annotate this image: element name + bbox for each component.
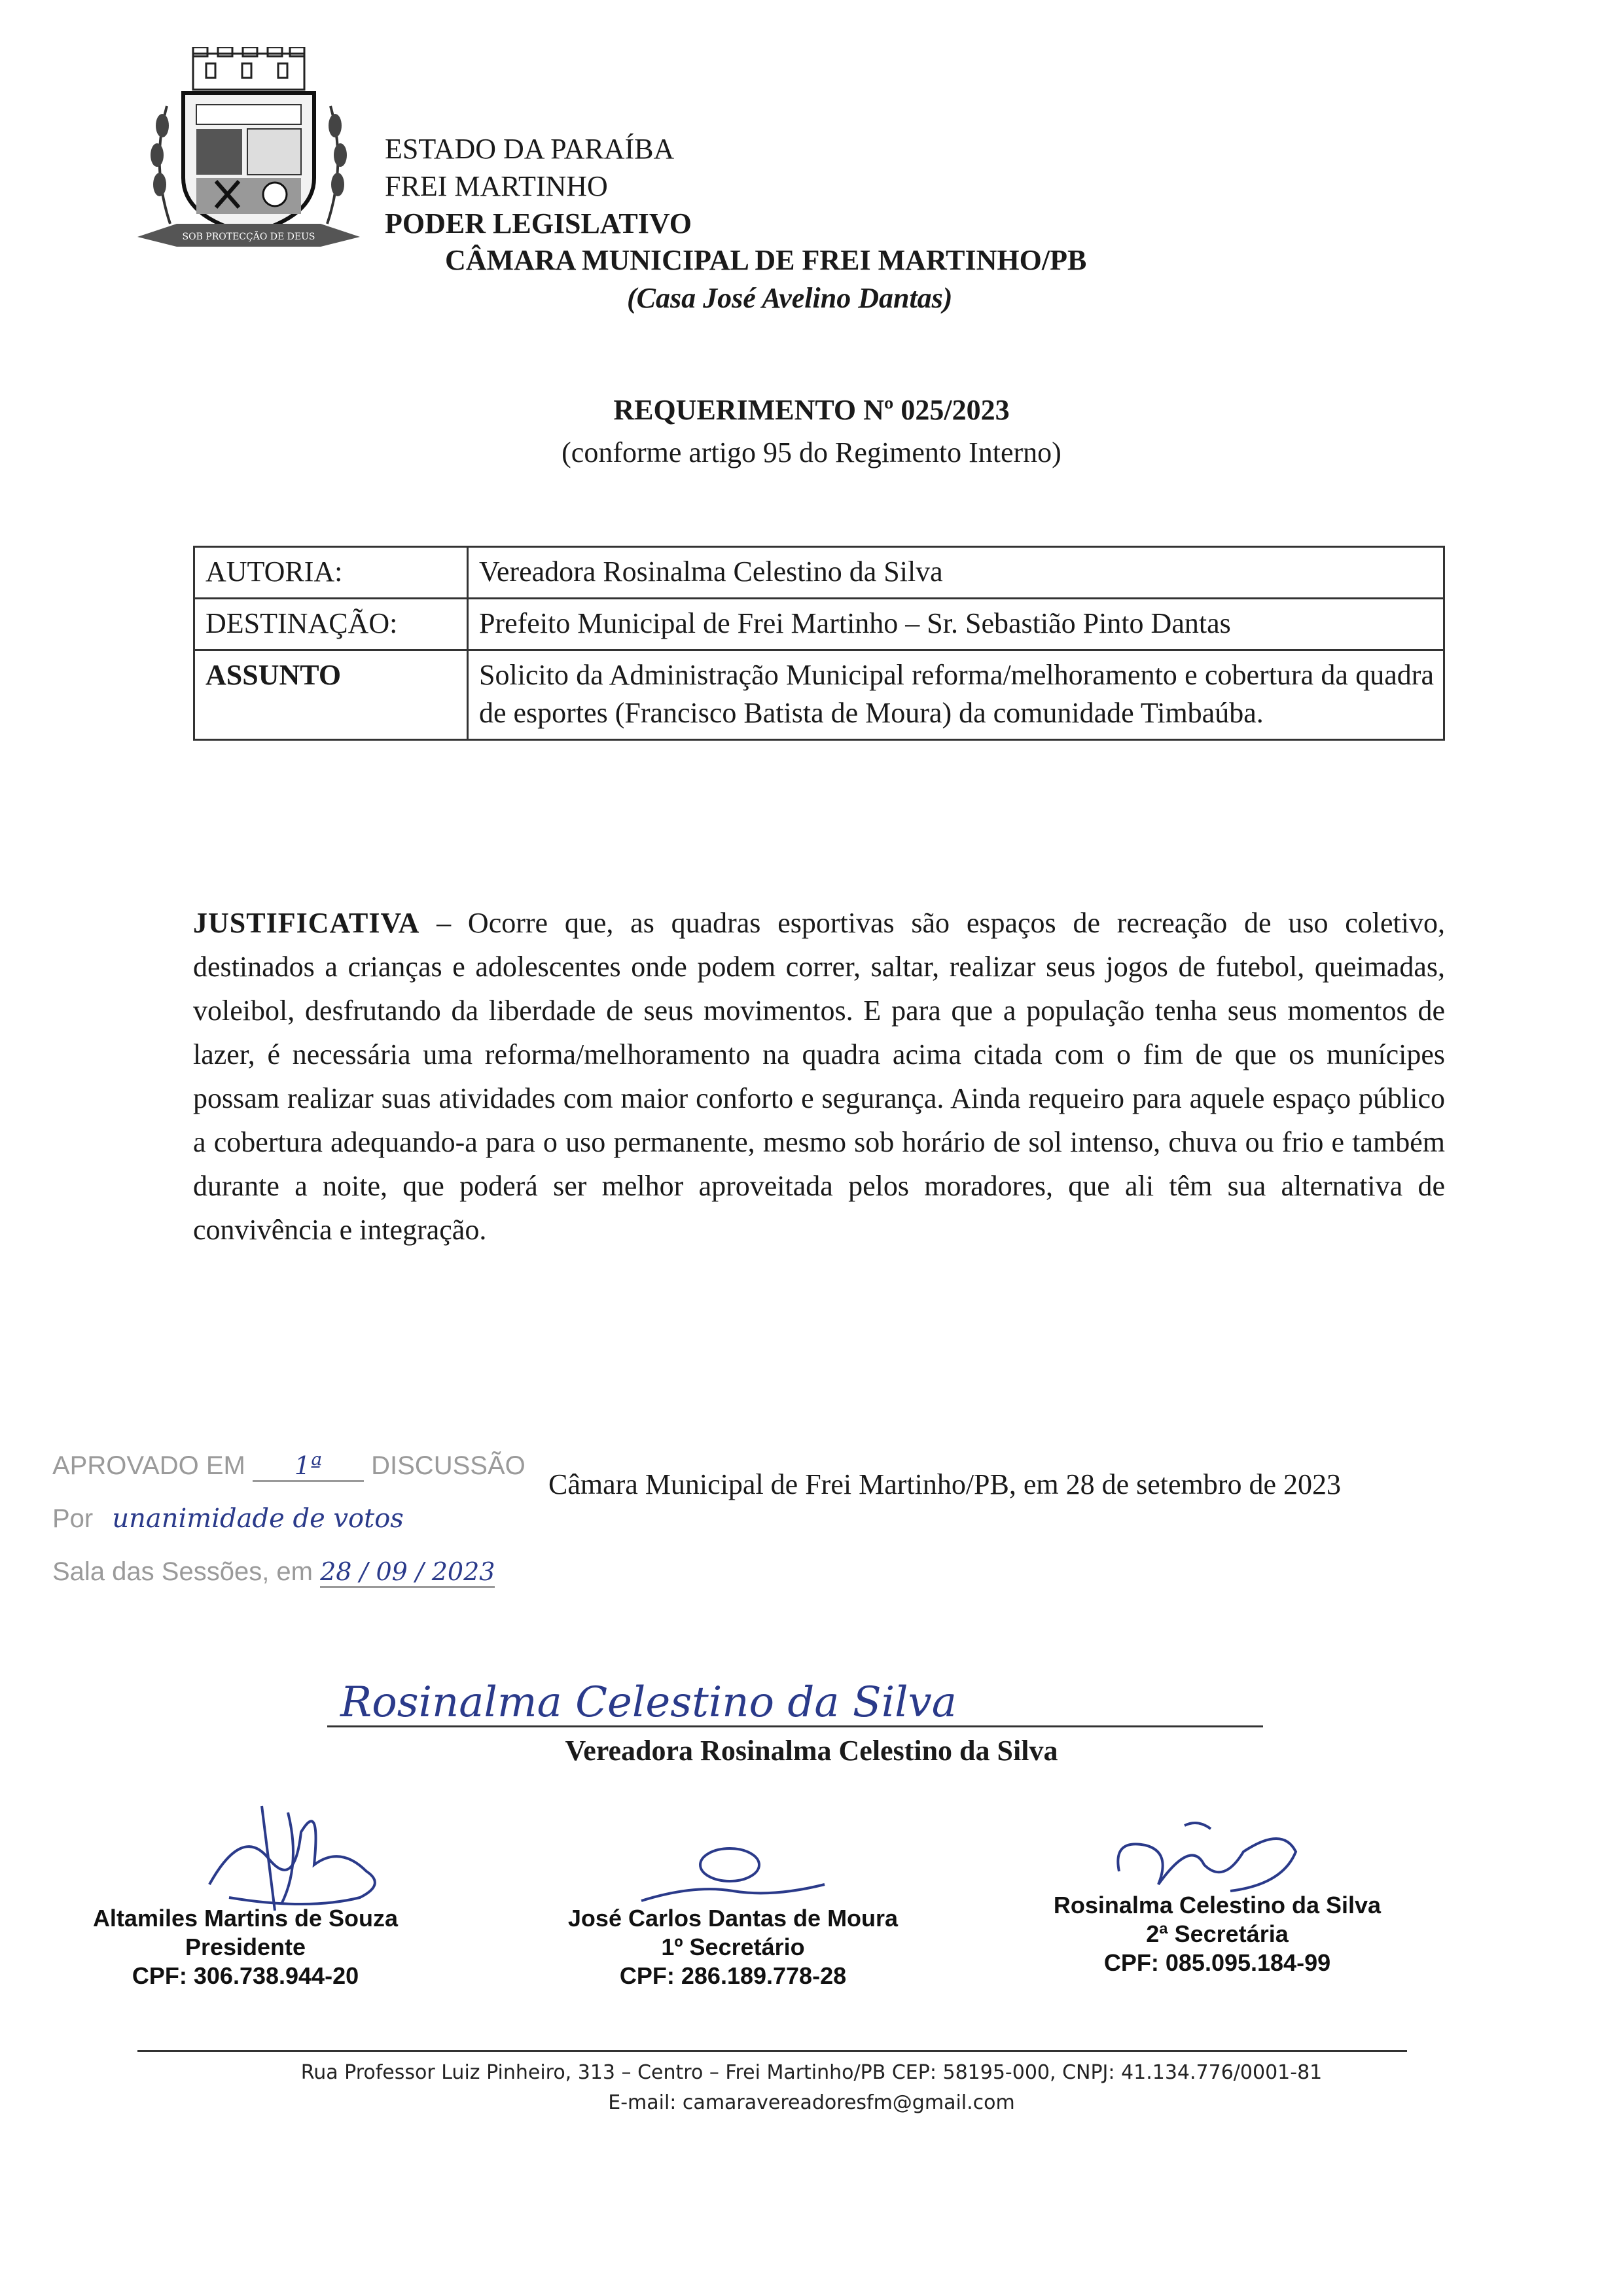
header-municipality: FREI MARTINHO <box>385 170 608 202</box>
stamp-approved-prefix: APROVADO EM <box>52 1451 245 1480</box>
stamp-by-prefix: Por <box>52 1504 94 1533</box>
table-row <box>194 547 1444 599</box>
place-date: Câmara Municipal de Frei Martinho/PB, em 28 de setembro de 2023 <box>548 1468 1341 1500</box>
signature-block-first-secretary <box>563 1904 903 1990</box>
table-row <box>194 599 1444 650</box>
table-label-destinacao: DESTINAÇÃO: <box>194 599 468 650</box>
coat-of-arms-logo <box>131 47 366 256</box>
president-handwritten-signature <box>190 1786 406 1917</box>
stamp-session-hand: 28 / 09 / 2023 <box>320 1557 495 1588</box>
second-secretary-role: 2ª Secretária <box>1146 1920 1289 1947</box>
president-name: Altamiles Martins de Souza <box>92 1905 399 1932</box>
stamp-by-hand: unanimidade de votos <box>112 1504 404 1534</box>
author-name: Vereadora Rosinalma Celestino da Silva <box>565 1735 1058 1767</box>
footer-divider <box>137 2050 1407 2052</box>
author-handwritten-signature: Rosinalma Celestino da Silva <box>340 1678 957 1727</box>
footer-email: E-mail: camaravereadoresfm@gmail.com <box>608 2091 1015 2114</box>
request-table <box>193 546 1445 741</box>
justification-label: JUSTIFICATIVA <box>193 907 420 939</box>
table-value-autoria: Vereadora Rosinalma Celestino da Silva <box>468 547 1444 599</box>
first-secretary-name: José Carlos Dantas de Moura <box>567 1905 899 1932</box>
coat-of-arms-ribbon-text: SOB PROTECÇÃO DE DEUS <box>182 232 315 242</box>
footer-address: Rua Professor Luiz Pinheiro, 313 – Centro – Frei Martinho/PB CEP: 58195-000, CNPJ: 41.134.776/0001-81 <box>300 2061 1323 2084</box>
table-label-autoria: AUTORIA: <box>194 547 468 599</box>
justification-paragraph <box>193 901 1445 1252</box>
header-house: (Casa José Avelino Dantas) <box>627 282 953 314</box>
second-secretary-name: Rosinalma Celestino da Silva <box>1053 1892 1382 1918</box>
first-secretary-cpf: CPF: 286.189.778-28 <box>619 1962 847 1989</box>
first-secretary-role: 1º Secretário <box>661 1934 805 1960</box>
document-title: REQUERIMENTO Nº 025/2023 <box>613 394 1010 426</box>
signature-line <box>327 1725 1263 1727</box>
table-label-assunto: ASSUNTO <box>194 650 468 740</box>
header-chamber: CÂMARA MUNICIPAL DE FREI MARTINHO/PB <box>445 244 1087 276</box>
table-value-assunto: Solicito da Administração Municipal reforma/melhoramento e cobertura da quadra de esportes (Francisco Batista de Moura) da comunidade Timbaúba. <box>468 650 1444 740</box>
header-power: PODER LEGISLATIVO <box>385 207 692 239</box>
table-row <box>194 650 1444 740</box>
stamp-approved-suffix: DISCUSSÃO <box>371 1451 526 1480</box>
document-subtitle: (conforme artigo 95 do Regimento Interno) <box>562 436 1061 468</box>
header-state: ESTADO DA PARAÍBA <box>385 133 675 165</box>
approval-stamp <box>52 1451 537 1608</box>
signature-block-second-secretary <box>1047 1891 1387 1977</box>
president-cpf: CPF: 306.738.944-20 <box>132 1962 359 1989</box>
stamp-approved-hand: 1ª <box>253 1451 364 1482</box>
stamp-session-prefix: Sala das Sessões, em <box>52 1557 313 1586</box>
second-secretary-cpf: CPF: 085.095.184-99 <box>1103 1949 1331 1976</box>
first-secretary-handwritten-signature <box>628 1839 838 1911</box>
table-value-destinacao: Prefeito Municipal de Frei Martinho – Sr. Sebastião Pinto Dantas <box>468 599 1444 650</box>
justification-text: – Ocorre que, as quadras esportivas são espaços de recreação de uso coletivo, destinados a crianças e adolescentes onde podem correr, saltar, realizar seus jogos de futebol, queimadas, voleibol, desfrutando da liberdade de seus movimentos. E para que a população tenha seus momentos de lazer, é necessária uma reforma/melhoramento na quadra acima citada com o fim de que os munícipes possam realizar suas atividades com maior conforto e segurança. Ainda requeiro para aquele espaço público a cobertura adequando-a para o uso permanente, mesmo sob horário de sol intenso, chuva ou frio e também durante a noite, que poderá ser melhor aproveitada pelos moradores, que ali têm sua alternativa de convivência e integração. <box>193 907 1445 1246</box>
signature-block-president <box>85 1904 406 1990</box>
president-role: Presidente <box>185 1934 306 1960</box>
